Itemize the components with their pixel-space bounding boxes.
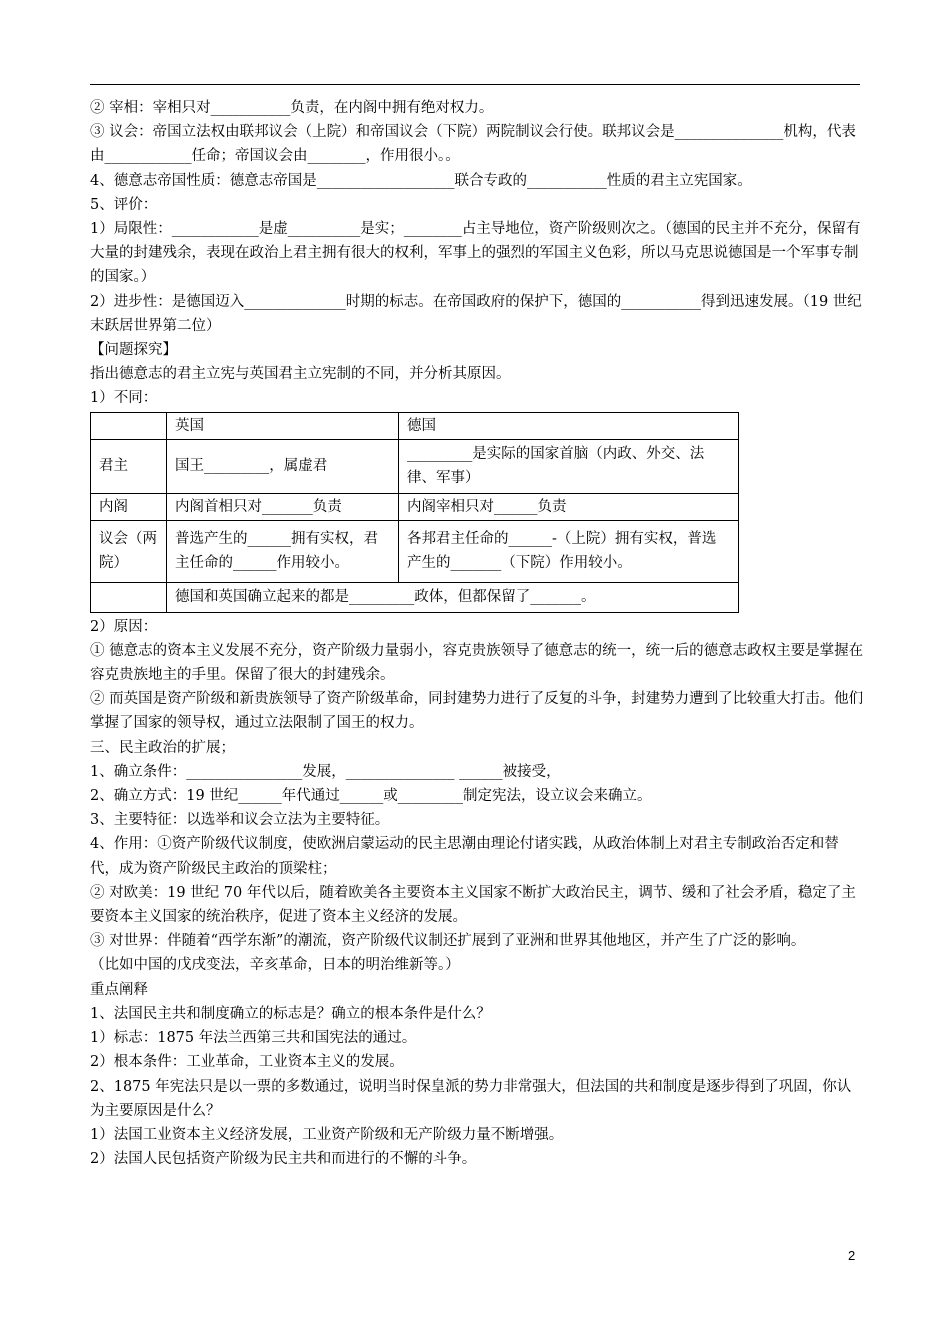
text-line: 2）根本条件：工业革命，工业资本主义的发展。 bbox=[90, 1054, 404, 1071]
text-line: 4、德意志帝国性质：德意志帝国是___________________联合专政的___________性质的君主立宪国家。 bbox=[90, 172, 752, 189]
table-cell: 内阁 bbox=[91, 493, 167, 520]
page-number: 2 bbox=[848, 1248, 856, 1263]
table-cell bbox=[91, 582, 167, 612]
section-heading: 重点阐释 bbox=[90, 981, 148, 998]
comparison-table bbox=[90, 412, 739, 613]
text-line: ① 德意志的资本主义发展不充分，资产阶级力量弱小，容克贵族领导了德意志的统一，统一后的德意志政权主要是掌握在容克贵族地主的手里。保留了很大的封建残余。 bbox=[90, 642, 864, 684]
table-cell: 内阁首相只对_______负责 bbox=[167, 493, 399, 520]
text-line: 2、确立方式：19 世纪______年代通过______或_________制定宪法，设立议会来确立。 bbox=[90, 788, 652, 805]
text-line: 1）法国工业资本主义经济发展，工业资产阶级和无产阶级力量不断增强。 bbox=[90, 1126, 564, 1143]
table-cell: 国王_________，属虚君 bbox=[167, 439, 399, 493]
text-line: （比如中国的戊戌变法，辛亥革命，日本的明治维新等。） bbox=[90, 957, 460, 974]
text-line: 2）进步性：是德国迈入______________时期的标志。在帝国政府的保护下，德国的___________得到迅速发展。（19 世纪末跃居世界第二位） bbox=[90, 293, 862, 334]
table-row bbox=[91, 493, 739, 520]
table-header-cell bbox=[91, 412, 167, 439]
text-line: 1）不同： bbox=[90, 390, 158, 407]
text-line: ③ 议会：帝国立法权由联邦议会（上院）和帝国议会（下院）两院制议会行使。联邦议会是_______________机构，代表由____________任命；帝国议会由________，作用很小。。 bbox=[90, 124, 856, 165]
text-line: 5、评价： bbox=[90, 196, 158, 213]
table-header-row bbox=[91, 412, 739, 439]
text-line: 4、作用：①资产阶级代议制度，使欧洲启蒙运动的民主思潮由理论付诸实践，从政治体制上对君主专制政治否定和替代，成为资产阶级民主政治的顶梁柱； bbox=[90, 836, 839, 877]
text-line: 1、确立条件：________________发展，_______________ ______被接受， bbox=[90, 763, 561, 780]
document-body bbox=[90, 96, 865, 1171]
table-cell: 君主 bbox=[91, 439, 167, 493]
table-cell: 各邦君主任命的______-（上院）拥有实权，普选产生的_______（下院）作用较小。 bbox=[399, 520, 739, 582]
text-line: 2）法国人民包括资产阶级为民主共和而进行的不懈的斗争。 bbox=[90, 1151, 477, 1168]
table-cell: _________是实际的国家首脑（内政、外交、法律、军事） bbox=[399, 439, 739, 493]
table-footer-row bbox=[91, 582, 739, 612]
table-cell: 议会（两院） bbox=[91, 520, 167, 582]
table-cell: 内阁宰相只对______负责 bbox=[399, 493, 739, 520]
text-line: 2）原因： bbox=[90, 618, 158, 635]
section-heading: 【问题探究】 bbox=[90, 342, 177, 359]
table-row bbox=[91, 520, 739, 582]
text-line: 1）标志：1875 年法兰西第三共和国宪法的通过。 bbox=[90, 1030, 417, 1047]
table-header-cell: 英国 bbox=[167, 412, 399, 439]
text-line: 指出德意志的君主立宪与英国君主立宪制的不同，并分析其原因。 bbox=[90, 366, 511, 383]
text-line: ② 宰相：宰相只对___________负责，在内阁中拥有绝对权力。 bbox=[90, 100, 494, 116]
text-line: 1、法国民主共和制度确立的标志是？确立的根本条件是什么？ bbox=[90, 1005, 491, 1022]
text-line: 2、1875 年宪法只是以一票的多数通过，说明当时保皇派的势力非常强大，但法国的共和制度是逐步得到了巩固，你认为主要原因是什么？ bbox=[90, 1078, 852, 1119]
table-footer-cell: 德国和英国确立起来的都是_________政体，但都保留了_______。 bbox=[167, 582, 739, 612]
header-rule bbox=[90, 84, 860, 85]
table-cell: 普选产生的______拥有实权，君主任命的______作用较小。 bbox=[167, 520, 399, 582]
table-header-cell: 德国 bbox=[399, 412, 739, 439]
text-line: 1）局限性：____________是虚__________是实；________占主导地位，资产阶级则次之。（德国的民主并不充分，保留有大量的封建残余，表现在政治上君主拥有很大的权利，军事上的强烈的军国主义色彩，所以马克思说德国是一个军事专制的国家。） bbox=[90, 221, 861, 286]
text-line: ② 而英国是资产阶级和新贵族领导了资产阶级革命，同封建势力进行了反复的斗争，封建势力遭到了比较重大打击。他们掌握了国家的领导权，通过立法限制了国王的权力。 bbox=[90, 691, 864, 732]
text-line: ③ 对世界：伴随着“西学东渐”的潮流，资产阶级代议制还扩展到了亚洲和世界其他地区，并产生了广泛的影响。 bbox=[90, 933, 806, 950]
text-line: ② 对欧美：19 世纪 70 年代以后，随着欧美各主要资本主义国家不断扩大政治民主，调节、缓和了社会矛盾，稳定了主要资本主义国家的统治秩序，促进了资本主义经济的发展。 bbox=[90, 884, 856, 926]
table-row bbox=[91, 439, 739, 493]
section-heading: 三、民主政治的扩展； bbox=[90, 739, 235, 756]
text-line: 3、主要特征：以选举和议会立法为主要特征。 bbox=[90, 812, 390, 829]
